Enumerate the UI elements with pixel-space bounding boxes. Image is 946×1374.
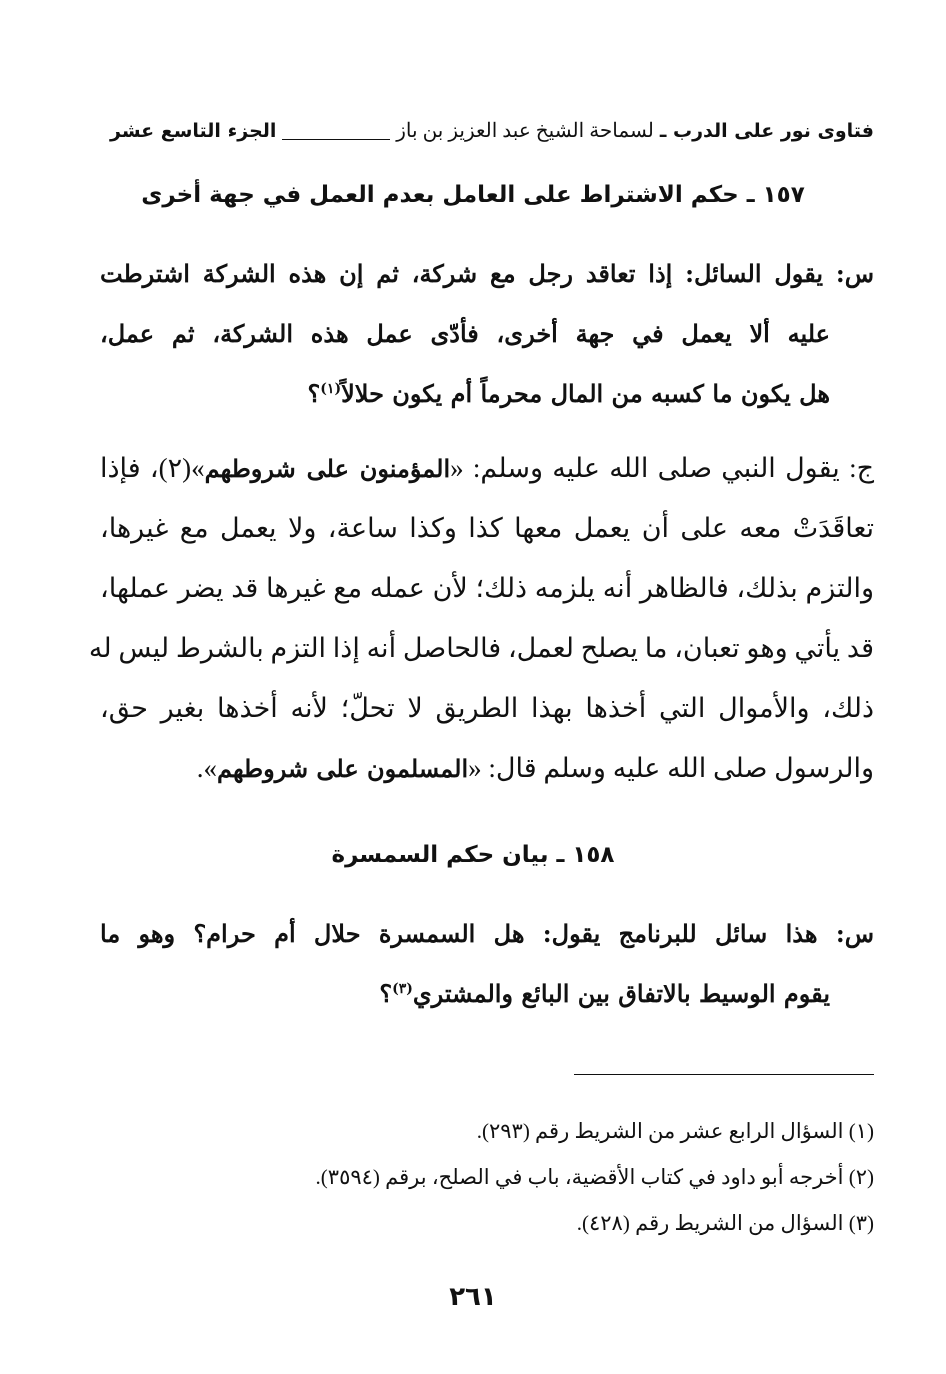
section-157-title: ١٥٧ ـ حكم الاشتراط على العامل بعدم العمل في جهة أخرى	[141, 182, 805, 208]
question-mark: ؟	[307, 379, 321, 408]
answer-line	[100, 738, 874, 798]
question-line: عليه ألا يعمل في جهة أخرى، فأدّى عمل هذه الشركة، ثم عمل،	[100, 319, 830, 348]
answer-line: ذلك، والأموال التي أخذها بهذا الطريق لا تحلّ؛ لأنه أخذها بغير حق،	[100, 693, 874, 723]
hadith-quote: المسلمون على شروطهم	[216, 754, 469, 783]
hadith-quote: المؤمنون على شروطهم	[204, 454, 451, 483]
answer-line	[100, 438, 874, 498]
page-number: ٢٦١	[449, 1282, 497, 1312]
running-header	[110, 118, 874, 152]
question-line	[100, 364, 874, 424]
footnote: (٢) أخرجه أبو داود في كتاب الأقضية، باب في الصلح، برقم (٣٥٩٤).	[315, 1165, 874, 1189]
header-volume: الجزء التاسع عشر	[110, 120, 277, 142]
question-line: س: هذا سائل للبرنامج يقول: هل السمسرة حلال أم حرام؟ وهو ما	[100, 919, 874, 948]
section-157-question	[100, 244, 874, 424]
footnote-ref: (٣)	[392, 981, 413, 997]
answer-text: ج: يقول النبي صلى الله عليه وسلم: «	[450, 453, 875, 483]
footnote-separator	[574, 1074, 874, 1075]
header-rule	[282, 139, 390, 140]
footnotes	[300, 1108, 874, 1246]
question-mark: ؟	[379, 979, 393, 1008]
question-line	[100, 964, 874, 1024]
footnote-ref: (١)	[320, 381, 342, 397]
footnote: (١) السؤال الرابع عشر من الشريط رقم (٢٩٣).	[476, 1119, 874, 1143]
footnote-ref: »(٢)	[158, 453, 205, 483]
question-text: هل يكون ما كسبه من المال محرماً أم يكون حلالاً	[341, 379, 830, 408]
answer-text: ».	[196, 753, 217, 783]
section-157-answer	[88, 438, 875, 798]
answer-line: والتزم بذلك، فالظاهر أنه يلزمه ذلك؛ لأن عمله مع غيرها قد يضر عملها،	[100, 573, 874, 603]
answer-text: والرسول صلى الله عليه وسلم قال: «	[468, 753, 874, 783]
answer-line: تعاقَدَتْ معه على أن يعمل معها كذا وكذا ساعة، ولا يعمل مع غيرها،	[100, 513, 874, 543]
section-158-question	[100, 904, 874, 1024]
footnote: (٣) السؤال من الشريط رقم (٤٢٨).	[576, 1211, 874, 1235]
header-book-title: فتاوى نور على الدرب ـ	[659, 120, 874, 142]
answer-line: قد يأتي وهو تعبان، ما يصلح لعمل، فالحاصل أنه إذا التزم بالشرط ليس له	[88, 633, 874, 663]
question-line: س: يقول السائل: إذا تعاقد رجل مع شركة، ثم إن هذه الشركة اشترطت	[100, 259, 874, 288]
section-158-title: ١٥٨ ـ بيان حكم السمسرة	[331, 842, 615, 868]
answer-text: ، فإذا	[100, 453, 159, 483]
question-text: يقوم الوسيط بالاتفاق بين البائع والمشتري	[412, 979, 830, 1008]
header-author: لسماحة الشيخ عبد العزيز بن باز	[396, 120, 654, 142]
